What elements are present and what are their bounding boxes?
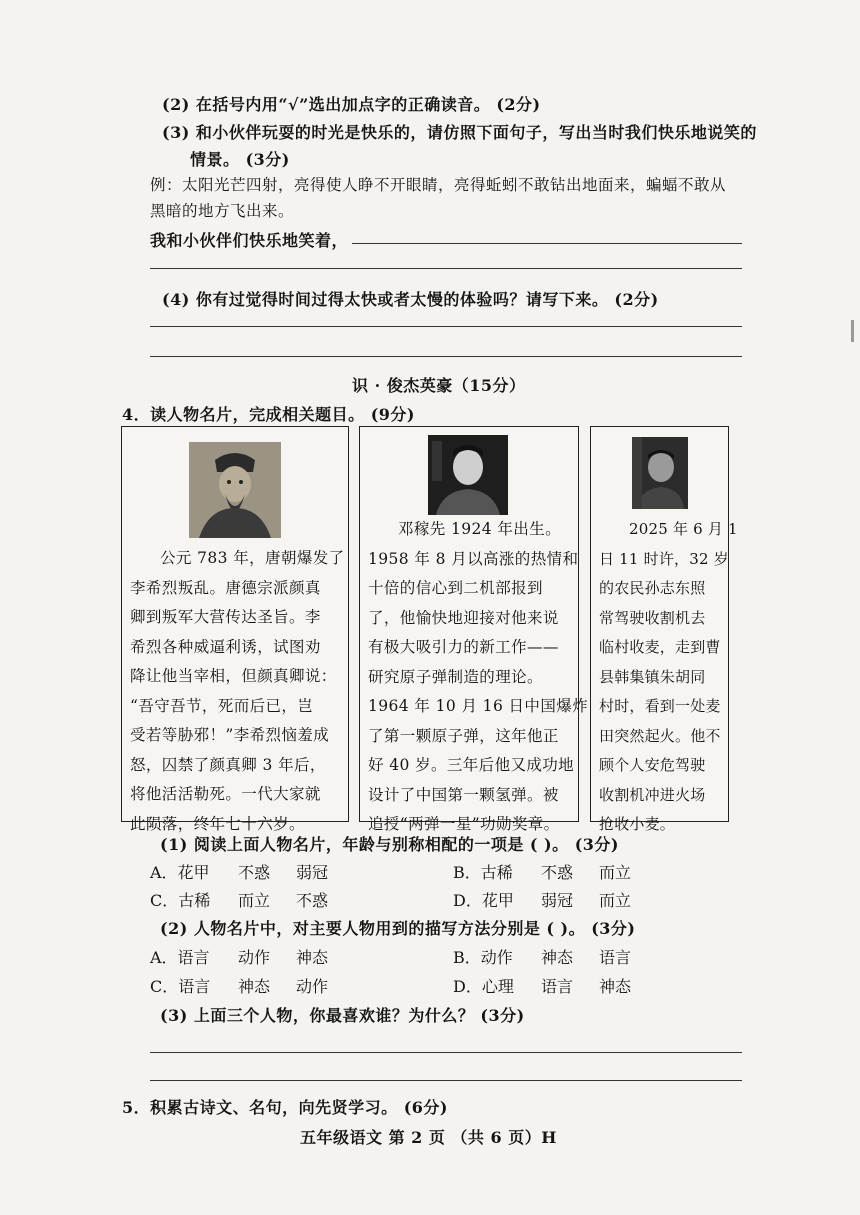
option-d[interactable]: D．花甲 弱冠 而立 xyxy=(453,891,632,910)
section-heading: 识 · 俊杰英豪（15分） xyxy=(352,376,526,395)
person-card-sun-zhidong xyxy=(590,426,738,833)
answer-line[interactable] xyxy=(150,326,742,327)
card-line: 的农民孙志东照 xyxy=(599,579,706,597)
card-line: 李希烈叛乱。唐德宗派颜真 xyxy=(130,578,321,597)
page-footer: 五年级语文 第 2 页 （共 6 页）H xyxy=(300,1128,557,1147)
question-4-title: 4．读人物名片，完成相关题目。 (9分) xyxy=(122,405,415,424)
card-line: 常驾驶收割机去 xyxy=(599,608,706,627)
question-3-3-line1: (3) 和小伙伴玩耍的时光是快乐的，请仿照下面句子，写出当时我们快乐地说笑的 xyxy=(162,123,757,142)
card-line: 降让他当宰相，但颜真卿说： xyxy=(130,667,337,685)
option-b[interactable]: B．动作 神态 语言 xyxy=(453,948,632,967)
card-line: 怒，囚禁了颜真卿 3 年后， xyxy=(130,755,326,774)
card-line: 田突然起火。他不 xyxy=(599,726,721,745)
card-line: 日 11 时许，32 岁 xyxy=(599,549,729,568)
question-3-3-line2: 情景。 (3分) xyxy=(190,150,290,169)
question-4-2: (2) 人物名片中，对主要人物用到的描写方法分别是 ( )。 (3分) xyxy=(160,919,636,938)
answer-line[interactable] xyxy=(150,1080,742,1081)
card-line: 好 40 岁。三年后他又成功地 xyxy=(368,756,575,774)
card-line: 县韩集镇朱胡同 xyxy=(599,667,706,686)
card-line: 将他活活勒死。一代大家就 xyxy=(130,785,321,803)
fill-prompt: 我和小伙伴们快乐地笑着， xyxy=(150,231,349,250)
example-line2: 黑暗的地方飞出来。 xyxy=(150,202,295,220)
answer-line[interactable] xyxy=(150,1052,742,1053)
answer-line[interactable] xyxy=(150,268,742,269)
question-3-4: (4) 你有过觉得时间过得太快或者太慢的体验吗？请写下来。 (2分) xyxy=(162,290,659,309)
card-line: 2025 年 6 月 1 xyxy=(629,520,738,538)
portrait-photo xyxy=(428,435,508,515)
card-line: 公元 783 年，唐朝爆发了 xyxy=(160,549,345,567)
card-line: 设计了中国第一颗氢弹。被 xyxy=(368,785,559,804)
card-line: 研究原子弹制造的理论。 xyxy=(368,667,543,686)
card-text xyxy=(368,515,588,840)
card-line: 希烈各种威逼利诱，试图劝 xyxy=(130,637,321,656)
person-card-yan-zhenqing xyxy=(121,426,349,833)
option-c[interactable]: C．语言 神态 动作 xyxy=(150,977,329,996)
card-line: 邓稼先 1924 年出生。 xyxy=(398,520,562,538)
question-4-1: (1) 阅读上面人物名片，年龄与别称相配的一项是 ( )。 (3分) xyxy=(160,835,619,854)
card-line: 顾个人安危驾驶 xyxy=(599,756,706,774)
scan-edge-mark xyxy=(851,320,854,342)
option-d[interactable]: D．心理 语言 神态 xyxy=(453,977,632,996)
card-line: 了，他愉快地迎接对他来说 xyxy=(368,608,559,627)
card-line: 追授“两弹一星”功勋奖章。 xyxy=(368,815,560,833)
card-line: 抢收小麦。 xyxy=(599,815,676,833)
question-3-2: (2) 在括号内用“√”选出加点字的正确读音。 (2分) xyxy=(162,95,541,114)
card-line: “吾守吾节，死而后已，岂 xyxy=(130,696,314,715)
card-line: 1958 年 8 月以高涨的热情和 xyxy=(368,549,579,568)
card-text xyxy=(130,544,345,839)
option-a[interactable]: A．花甲 不惑 弱冠 xyxy=(150,863,329,882)
option-a[interactable]: A．语言 动作 神态 xyxy=(150,948,329,967)
answer-line[interactable] xyxy=(352,243,742,244)
card-line: 受若等胁邪！”李希烈恼羞成 xyxy=(130,726,330,744)
card-line: 临村收麦，走到曹 xyxy=(599,638,721,656)
card-line: 卿到叛军大营传达圣旨。李 xyxy=(130,608,321,626)
option-c[interactable]: C．古稀 而立 不惑 xyxy=(150,891,329,910)
option-b[interactable]: B．古稀 不惑 而立 xyxy=(453,863,632,882)
example-line1: 例：太阳光芒四射，亮得使人睁不开眼睛，亮得蚯蚓不敢钻出地面来，蝙蝠不敢从 xyxy=(150,176,727,194)
card-line: 有极大吸引力的新工作—— xyxy=(368,638,559,656)
person-card-deng-jiaxian xyxy=(359,426,589,833)
portrait-photo xyxy=(632,437,688,509)
portrait-image xyxy=(189,442,281,538)
card-line: 了第一颗原子弹，这年他正 xyxy=(368,726,559,745)
question-4-3: (3) 上面三个人物，你最喜欢谁？为什么？ (3分) xyxy=(160,1006,525,1025)
card-line: 村时，看到一处麦 xyxy=(599,697,721,715)
answer-line[interactable] xyxy=(150,356,742,357)
card-line: 1964 年 10 月 16 日中国爆炸 xyxy=(368,697,589,715)
card-line: 十倍的信心到二机部报到 xyxy=(368,579,543,597)
card-line: 收割机冲进火场 xyxy=(599,785,706,804)
card-text xyxy=(599,515,738,840)
question-5-title: 5．积累古诗文、名句，向先贤学习。 (6分) xyxy=(122,1098,448,1117)
card-line: 此陨落，终年七十六岁。 xyxy=(130,814,305,833)
